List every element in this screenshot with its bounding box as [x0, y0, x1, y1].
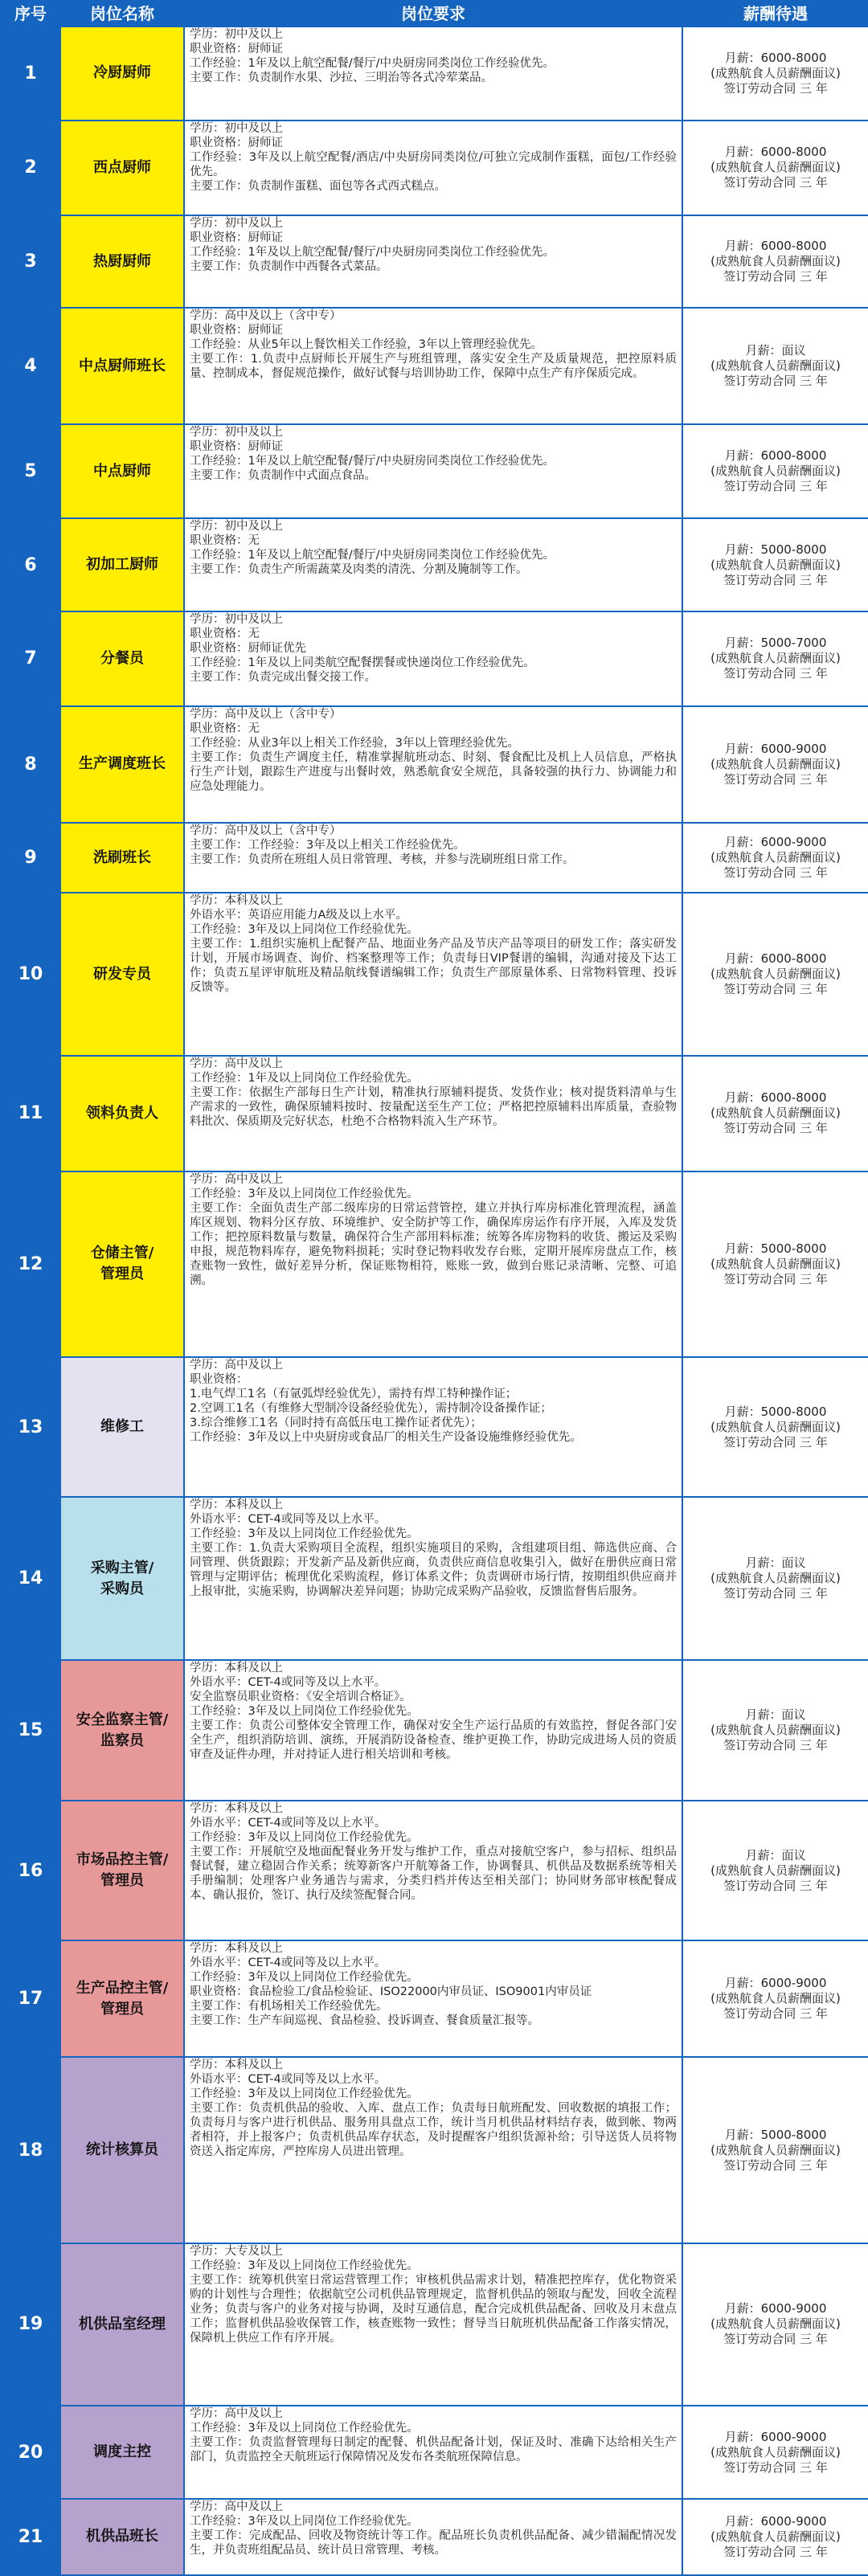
position-requirements: [184, 308, 682, 424]
salary-line: 签订劳动合同 三 年: [723, 2544, 828, 2559]
table-row: [1, 823, 868, 893]
position-name: [60, 424, 184, 518]
position-name: [60, 1660, 184, 1801]
position-name: [60, 1940, 184, 2057]
salary-line: 签订劳动合同 三 年: [723, 1271, 828, 1286]
requirement-line: 工作经验：3年及以上航空配餐/酒店/中央厨房同类岗位/可独立完成制作蛋糕，面包/工作经验优先。: [190, 150, 677, 178]
position-name: [60, 1357, 184, 1498]
salary-line: 月薪：5000-7000: [724, 636, 827, 651]
row-number: 14: [1, 1497, 60, 1660]
requirement-line: 工作经验：3年及以上同岗位工作经验优先。: [190, 2087, 419, 2101]
requirement-line: 职业资格：厨师证: [190, 43, 283, 55]
table-row: [1, 2057, 868, 2243]
salary-line: 签订劳动合同 三 年: [723, 2459, 828, 2475]
row-number: 6: [1, 518, 60, 611]
position-requirements: [184, 2499, 682, 2575]
requirement-line: 学历：高中及以上: [190, 2500, 283, 2513]
position-name: [60, 706, 184, 823]
salary-info: [682, 893, 868, 1056]
position-name-line: 市场品控主管/: [76, 1851, 169, 1869]
requirement-line: 工作经验：3年及以上同岗位工作经验优先。: [190, 1187, 419, 1200]
salary-line: (成熟航食人员薪酬面议): [710, 850, 841, 865]
row-number: 2: [1, 121, 60, 215]
table-row: [1, 518, 868, 611]
salary-line: 月薪：5000-8000: [724, 1241, 827, 1256]
position-name: [60, 2499, 184, 2575]
requirement-line: 职业资格：: [190, 1372, 248, 1386]
salary-line: (成熟航食人员薪酬面议): [710, 358, 841, 374]
requirement-line: 工作经验：3年及以上同岗位工作经验优先。: [190, 1830, 419, 1844]
requirement-line: 主要工作：完成配品、回收及物资统计等工作。配品班长负责机供品配备、减少错漏配情况发生，并负责班组配品员、统计员日常管理、考核。: [190, 2529, 677, 2557]
salary-info: [682, 518, 868, 611]
requirement-line: 主要工作：生产车间巡视、食品检验、投诉调查、餐食质量汇报等。: [190, 2014, 539, 2028]
position-name: [60, 518, 184, 611]
salary-line: (成熟航食人员薪酬面议): [710, 1106, 841, 1121]
row-number: 13: [1, 1357, 60, 1498]
position-name-line: 采购员: [100, 1580, 144, 1597]
position-requirements: [184, 611, 682, 706]
position-name: [60, 823, 184, 893]
salary-line: 月薪：6000-9000: [724, 1976, 827, 1991]
table-row: [1, 706, 868, 823]
position-requirements: [184, 2057, 682, 2243]
salary-line: 签订劳动合同 三 年: [723, 374, 828, 389]
salary-line: 月薪：6000-9000: [724, 2429, 827, 2444]
table-row: [1, 1940, 868, 2057]
position-name-line: 中点厨师班长: [79, 357, 166, 374]
salary-info: [682, 1171, 868, 1357]
position-name-line: 领料负责人: [86, 1104, 158, 1122]
table-row: [1, 1801, 868, 1941]
salary-line: (成熟航食人员薪酬面议): [710, 464, 841, 479]
table-row: [1, 1497, 868, 1660]
salary-info: [682, 823, 868, 893]
salary-line: 签订劳动合同 三 年: [723, 269, 828, 284]
salary-line: 月薪：面议: [745, 1556, 806, 1571]
requirement-line: 工作经验：3年及以上同岗位工作经验优先。: [190, 1705, 419, 1719]
position-requirements: [184, 424, 682, 518]
requirement-line: 学历：高中及以上（含中专）: [190, 309, 342, 323]
salary-line: (成熟航食人员薪酬面议): [710, 2444, 841, 2459]
position-name-line: 初加工厨师: [86, 556, 158, 574]
salary-line: 月薪：6000-8000: [724, 145, 827, 160]
requirement-line: 主要工作：负责制作中西餐各式菜品。: [190, 260, 388, 273]
position-name-line: 生产调度班长: [79, 755, 166, 773]
row-number: 19: [1, 2243, 60, 2406]
position-requirements: [184, 2243, 682, 2406]
requirement-line: 外语水平：CET-4或同等及以上水平。: [190, 1957, 387, 1970]
salary-line: (成熟航食人员薪酬面议): [710, 2316, 841, 2332]
requirement-line: 外语水平：CET-4或同等及以上水平。: [190, 1676, 387, 1690]
requirement-line: 工作经验：1年及以上航空配餐/餐厅/中央厨房同类岗位工作经验优先。: [190, 57, 555, 70]
requirement-line: 学历：高中及以上（含中专）: [190, 707, 342, 721]
position-name: [60, 27, 184, 121]
position-name: [60, 1056, 184, 1171]
row-number: 16: [1, 1801, 60, 1941]
requirement-line: 学历：初中及以上: [190, 216, 283, 230]
salary-line: (成熟航食人员薪酬面议): [710, 160, 841, 175]
salary-info: [682, 1497, 868, 1660]
requirement-line: 工作经验：3年及以上同岗位工作经验优先。: [190, 923, 419, 937]
salary-line: 签订劳动合同 三 年: [723, 982, 828, 997]
salary-line: 月薪：6000-8000: [724, 951, 827, 967]
salary-line: 签订劳动合同 三 年: [723, 1586, 828, 1601]
salary-info: [682, 2406, 868, 2499]
salary-line: (成熟航食人员薪酬面议): [710, 756, 841, 771]
requirement-line: 外语水平：英语应用能力A级及以上水平。: [190, 909, 407, 922]
salary-line: 月薪：6000-9000: [724, 835, 827, 850]
salary-line: 签订劳动合同 三 年: [723, 771, 828, 787]
requirement-line: 主要工作：统筹机供室日常运营管理工作；审核机供品需求计划，精准把控库存，优化物资采购的计划性与合理性；依据航空公司机供品管理规定，监督机供品的领取与配发，回收全流程业务；负责与客户的业务对接与协调，及时互通信息，配合完成机供品配备、回收及月末盘点工作；监督机供品验收保管工作，核查账物一致性；督导当日航班机供品配备工作落实情况，保障机上供应工作有序开展。: [190, 2273, 677, 2345]
requirement-line: 工作经验：1年及以上同岗位工作经验优先。: [190, 1072, 419, 1086]
salary-info: [682, 308, 868, 424]
position-name-line: 中点厨师: [93, 462, 151, 480]
requirement-line: 工作经验：3年及以上同岗位工作经验优先。: [190, 2514, 419, 2528]
header-salary: 薪酬待遇: [682, 1, 868, 27]
salary-info: [682, 2499, 868, 2575]
salary-line: 月薪：5000-8000: [724, 542, 827, 557]
salary-line: (成熟航食人员薪酬面议): [710, 651, 841, 666]
salary-info: [682, 27, 868, 121]
position-name-line: 管理员: [100, 2000, 144, 2018]
row-number: 17: [1, 1940, 60, 2057]
position-name-line: 机供品室经理: [79, 2315, 166, 2333]
requirement-line: 学历：本科及以上: [190, 1801, 283, 1815]
salary-line: 月薪：6000-8000: [724, 239, 827, 254]
table-row: [1, 893, 868, 1056]
requirement-line: 主要工作：负责生产调度主任，精准掌握航班动态、时刻、餐食配比及机上人员信息，严格执行生产计划，跟踪生产进度与出餐时效，熟悉航食安全规范，具备较强的执行力、协调能力和应急处理能力。: [190, 750, 677, 793]
row-number: 21: [1, 2499, 60, 2575]
salary-info: [682, 1357, 868, 1498]
salary-line: 月薪：6000-9000: [724, 2513, 827, 2529]
salary-line: 签订劳动合同 三 年: [723, 2157, 828, 2173]
row-number: 5: [1, 424, 60, 518]
salary-line: 签订劳动合同 三 年: [723, 479, 828, 494]
table-body: [1, 27, 868, 2575]
requirement-line: 学历：初中及以上: [190, 612, 283, 626]
salary-line: 签订劳动合同 三 年: [723, 865, 828, 881]
position-requirements: [184, 1357, 682, 1498]
requirement-line: 学历：初中及以上: [190, 426, 283, 440]
position-requirements: [184, 518, 682, 611]
salary-line: 签订劳动合同 三 年: [723, 2332, 828, 2347]
requirement-line: 学历：初中及以上: [190, 520, 283, 534]
requirement-line: 工作经验：3年及以上同岗位工作经验优先。: [190, 1527, 419, 1541]
position-name-line: 采购主管/: [90, 1559, 154, 1576]
salary-info: [682, 2057, 868, 2243]
row-number: 9: [1, 823, 60, 893]
position-name-line: 统计核算员: [86, 2141, 158, 2159]
salary-line: (成熟航食人员薪酬面议): [710, 2142, 841, 2157]
requirement-line: 安全监察员职业资格：《安全培训合格证》。: [190, 1691, 411, 1704]
table-row: [1, 424, 868, 518]
row-number: 10: [1, 893, 60, 1056]
salary-info: [682, 121, 868, 215]
position-requirements: [184, 27, 682, 121]
salary-info: [682, 1801, 868, 1941]
requirement-line: 职业资格：厨师证: [190, 324, 283, 337]
salary-line: 月薪：6000-8000: [724, 50, 827, 65]
salary-line: 签订劳动合同 三 年: [723, 175, 828, 190]
salary-line: 签订劳动合同 三 年: [723, 2006, 828, 2022]
position-name-line: 分餐员: [100, 649, 144, 667]
requirement-line: 职业资格：厨师证: [190, 440, 283, 454]
table-row: [1, 1660, 868, 1801]
salary-line: (成熟航食人员薪酬面议): [710, 1571, 841, 1586]
requirement-line: 工作经验：3年及以上中央厨房或食品厂的相关生产设备设施维修经验优先。: [190, 1430, 582, 1444]
salary-line: (成熟航食人员薪酬面议): [710, 65, 841, 80]
position-name-line: 研发专员: [93, 965, 151, 983]
requirement-line: 学历：高中及以上: [190, 2407, 283, 2421]
position-requirements: [184, 706, 682, 823]
requirement-line: 主要工作：负责制作水果、沙拉、三明治等各式冷荤菜品。: [190, 72, 493, 84]
salary-line: (成熟航食人员薪酬面议): [710, 1991, 841, 2006]
row-number: 1: [1, 27, 60, 121]
requirement-line: 职业资格：无: [190, 627, 260, 640]
salary-line: 月薪：6000-9000: [724, 741, 827, 756]
position-name: [60, 2243, 184, 2406]
requirement-line: 学历：本科及以上: [190, 894, 283, 908]
requirement-line: 主要工作：负责生产所需蔬菜及肉类的清洗、分割及腌制等工作。: [190, 563, 528, 577]
salary-line: (成熟航食人员薪酬面议): [710, 967, 841, 982]
position-name-line: 洗刷班长: [93, 848, 151, 866]
salary-line: 签订劳动合同 三 年: [723, 80, 828, 96]
salary-info: [682, 706, 868, 823]
position-name-line: 调度主控: [93, 2443, 151, 2461]
table-row: [1, 121, 868, 215]
salary-line: 签订劳动合同 三 年: [723, 1121, 828, 1136]
row-number: 3: [1, 215, 60, 309]
requirement-line: 学历：高中及以上（含中专）: [190, 824, 342, 837]
position-name: [60, 1801, 184, 1941]
position-requirements: [184, 1801, 682, 1941]
requirement-line: 外语水平：CET-4或同等及以上水平。: [190, 2073, 387, 2087]
salary-info: [682, 215, 868, 309]
requirement-line: 工作经验：3年及以上同岗位工作经验优先。: [190, 1971, 419, 1985]
requirement-line: 职业资格：食品检验工/食品检验证、ISO22000内审员证、ISO9001内审员证: [190, 1985, 592, 1999]
position-name-line: 管理员: [100, 1266, 144, 1283]
position-name: [60, 215, 184, 309]
salary-line: 月薪：6000-8000: [724, 1090, 827, 1106]
position-requirements: [184, 1497, 682, 1660]
requirement-line: 主要工作：1.负责中点厨师长开展生产与班组管理，落实安全生产及质量规范，把控原料质量、控制成本，督促规范操作，做好试餐与培训协助工作，保障中点生产有序保质完成。: [190, 353, 677, 381]
requirement-line: 学历：本科及以上: [190, 2059, 283, 2072]
requirement-line: 学历：初中及以上: [190, 121, 283, 135]
salary-info: [682, 1940, 868, 2057]
salary-line: 月薪：6000-8000: [724, 448, 827, 464]
position-requirements: [184, 121, 682, 215]
position-name: [60, 1497, 184, 1660]
requirement-line: 工作经验：3年及以上同岗位工作经验优先。: [190, 2422, 419, 2435]
position-name-line: 安全监察主管/: [76, 1711, 169, 1728]
salary-line: 月薪：面议: [745, 343, 806, 358]
table-row: [1, 308, 868, 424]
position-name: [60, 893, 184, 1056]
row-number: 11: [1, 1056, 60, 1171]
requirement-line: 学历：大专及以上: [190, 2244, 283, 2258]
position-name-line: 监察员: [100, 1732, 144, 1749]
header-position: 岗位名称: [60, 1, 184, 27]
position-name: [60, 121, 184, 215]
table-row: [1, 27, 868, 121]
requirement-line: 工作经验：1年及以上航空配餐/餐厅/中央厨房同类岗位工作经验优先。: [190, 245, 555, 259]
position-name-line: 生产品控主管/: [76, 1979, 169, 1997]
requirement-line: 主要工作：负责制作中式面点食品。: [190, 469, 376, 483]
position-requirements: [184, 1660, 682, 1801]
table-row: [1, 1171, 868, 1357]
position-name: [60, 611, 184, 706]
salary-line: 月薪：5000-8000: [724, 1404, 827, 1419]
requirement-line: 职业资格：厨师证: [190, 231, 283, 244]
requirement-line: 学历：高中及以上: [190, 1057, 283, 1071]
table-row: [1, 215, 868, 309]
requirement-line: 主要工作：负责公司整体安全管理工作，确保对安全生产运行品质的有效监控，督促各部门安全生产，组织消防培训、演练，开展消防设备检查、维护更换工作，协助完成进场人员的资质审查及证件办理，并对持证人进行相关培训和考核。: [190, 1719, 677, 1762]
position-name: [60, 1171, 184, 1357]
requirement-line: 1.电气焊工1名（有氩弧焊经验优先），需持有焊工特种操作证；: [190, 1387, 518, 1400]
requirement-line: 工作经验：1年及以上同类航空配餐摆餐或快递岗位工作经验优先。: [190, 656, 535, 669]
position-requirements: [184, 1171, 682, 1357]
header-no: 序号: [1, 1, 60, 27]
position-name-line: 管理员: [100, 1872, 144, 1890]
requirement-line: 学历：本科及以上: [190, 1942, 283, 1956]
salary-line: 签订劳动合同 三 年: [723, 1878, 828, 1893]
position-name-line: 维修工: [100, 1418, 144, 1436]
position-name-line: 西点厨师: [93, 158, 151, 176]
table-row: [1, 2499, 868, 2575]
salary-info: [682, 1660, 868, 1801]
position-requirements: [184, 1940, 682, 2057]
salary-line: 月薪：面议: [745, 1707, 806, 1723]
salary-line: 月薪：6000-9000: [724, 2301, 827, 2316]
requirement-line: 3.综合维修工1名（同时持有高低压电工操作证者优先）；: [190, 1416, 482, 1429]
table-row: [1, 2243, 868, 2406]
row-number: 18: [1, 2057, 60, 2243]
salary-line: (成熟航食人员薪酬面议): [710, 1256, 841, 1271]
requirement-line: 职业资格：厨师证: [190, 136, 283, 149]
table-header-row: [1, 1, 868, 27]
requirement-line: 外语水平：CET-4或同等及以上水平。: [190, 1816, 387, 1830]
requirement-line: 工作经验：从业5年以上餐饮相关工作经验，3年以上管理经验优先。: [190, 338, 542, 352]
requirement-line: 主要工作：开展航空及地面配餐业务开发与维护工作，重点对接航空客户，参与招标、组织品餐试餐，建立稳固合作关系；统筹新客户开航筹备工作，协调餐具、机供品及数据系统等相关手册编制；处理客户业务通告与需求，分类归档并传达至相关部门；协同财务部审核配餐成本、确认报价，签订、执行及续签配餐合同。: [190, 1845, 677, 1902]
requirement-line: 工作经验：从业3年以上相关工作经验，3年以上管理经验优先。: [190, 736, 519, 750]
salary-line: (成熟航食人员薪酬面议): [710, 1862, 841, 1878]
salary-line: 月薪：5000-8000: [724, 2127, 827, 2142]
position-name-line: 机供品班长: [86, 2528, 158, 2545]
requirement-line: 职业资格：厨师证优先: [190, 641, 306, 655]
requirement-line: 主要工作：有机场相关工作经验优先。: [190, 2000, 388, 2014]
row-number: 8: [1, 706, 60, 823]
salary-line: (成熟航食人员薪酬面议): [710, 1723, 841, 1738]
requirement-line: 主要工作：负责所在班组人员日常管理、考核，并参与洗刷班组日常工作。: [190, 853, 575, 866]
requirement-line: 工作经验：3年及以上同岗位工作经验优先。: [190, 2259, 419, 2272]
position-name: [60, 2406, 184, 2499]
requirement-line: 主要工作：负责机供品的验收、入库、盘点工作；负责每日航班配发、回收数据的填报工作；负责每月与客户进行机供品、服务用具盘点工作，统计当月机供品材料结存表，做到帐、物两者相符，并上报客户；负责机供品库存状态，及时提醒客户组织货源补给；引导送货人员将物资送入指定库房，严控库房人员进出管理。: [190, 2102, 677, 2159]
salary-info: [682, 611, 868, 706]
requirement-line: 主要工作：工作经验：3年及以上相关工作经验优先。: [190, 838, 465, 852]
position-requirements: [184, 893, 682, 1056]
requirement-line: 主要工作：1.组织实施机上配餐产品、地面业务产品及节庆产品等项目的研发工作；落实研发计划，开展市场调查、询价、档案整理等工作；负责每日VIP餐谱的编辑，沟通对接及下达工作；负责五星评审航班及精品航线餐谱编辑工作；负责生产部原量体系、日常物料管理、投诉反馈等。: [190, 938, 677, 995]
salary-line: 签订劳动合同 三 年: [723, 666, 828, 681]
salary-info: [682, 424, 868, 518]
requirement-line: 主要工作：负责制作蛋糕、面包等各式西式糕点。: [190, 179, 446, 193]
table-row: [1, 2406, 868, 2499]
requirement-line: 职业资格：无: [190, 534, 260, 548]
position-requirements: [184, 2406, 682, 2499]
requirement-line: 主要工作：负责监督管理每日制定的配餐、机供品配备计划，保证及时、准确下达给相关生产部门，负责监控全天航班运行保障情况及发布各类航班保障信息。: [190, 2436, 677, 2464]
table-row: [1, 1056, 868, 1171]
requirement-line: 职业资格：无: [190, 722, 260, 735]
salary-line: (成熟航食人员薪酬面议): [710, 2529, 841, 2544]
salary-line: 签订劳动合同 三 年: [723, 1434, 828, 1450]
position-requirements: [184, 823, 682, 893]
row-number: 4: [1, 308, 60, 424]
requirement-line: 外语水平：CET-4或同等及以上水平。: [190, 1513, 387, 1527]
salary-line: (成熟航食人员薪酬面议): [710, 557, 841, 572]
requirement-line: 主要工作：全面负责生产部二级库房的日常运营管控，建立并执行库房标准化管理流程，涵盖库区规划、物料分区存放、环境维护、安全防护等工作，确保库房运作有序开展，入库及发货工作；把控原料数量与数量，确保符合生产部用料标准；统筹各库房物料的收货、搬运及采购申报，规范物料库存，避免物料损耗；实时登记物料收发存台账，定期开展库房盘点工作，核查账物一致性，做好差异分析，保证账物相符，账账一致，做到台账记录清晰、完整、可追溯。: [190, 1201, 677, 1287]
row-number: 7: [1, 611, 60, 706]
position-name-line: 仓储主管/: [90, 1245, 154, 1262]
table-row: [1, 1357, 868, 1498]
position-name: [60, 2057, 184, 2243]
requirement-line: 学历：本科及以上: [190, 1662, 283, 1675]
row-number: 20: [1, 2406, 60, 2499]
position-requirements: [184, 215, 682, 309]
requirement-line: 学历：本科及以上: [190, 1499, 283, 1512]
requirement-line: 学历：高中及以上: [190, 1358, 283, 1372]
salary-info: [682, 2243, 868, 2406]
salary-line: 签订劳动合同 三 年: [723, 1738, 828, 1753]
salary-info: [682, 1056, 868, 1171]
requirement-line: 工作经验：1年及以上航空配餐/餐厅/中央厨房同类岗位工作经验优先。: [190, 455, 555, 468]
position-name: [60, 308, 184, 424]
header-requirements: 岗位要求: [184, 1, 682, 27]
position-name-line: 热厨厨师: [93, 252, 151, 270]
table-row: [1, 611, 868, 706]
requirement-line: 学历：高中及以上: [190, 1172, 283, 1186]
salary-line: 签订劳动合同 三 年: [723, 572, 828, 587]
row-number: 15: [1, 1660, 60, 1801]
position-requirements: [184, 1056, 682, 1171]
requirement-line: 主要工作：负责完成出餐交接工作。: [190, 670, 376, 684]
requirement-line: 2.空调工1名（有维修大型制冷设备经验优先），需持制冷设备操作证；: [190, 1401, 552, 1415]
requirement-line: 学历：初中及以上: [190, 28, 283, 41]
requirement-line: 工作经验：1年及以上航空配餐/餐厅/中央厨房同类岗位工作经验优先。: [190, 549, 555, 562]
requirement-line: 主要工作：依据生产部每日生产计划，精准执行原辅料提货、发货作业；核对提货料清单与生产需求的一致性，确保原辅料按时、按量配送至生产工位；严格把控原辅料出库质量，查验物料批次、保质期及完好状态，杜绝不合格物料流入生产环节。: [190, 1086, 677, 1129]
salary-line: (成熟航食人员薪酬面议): [710, 1419, 841, 1434]
requirement-line: 主要工作：1.负责大采购项目全流程，组织实施项目的采购，含组建项目组、筛选供应商、合同管理、供货跟踪；开发新产品及新供应商，负责供应商信息收集引入，做好在册供应商日常管理与定期评估；梳理优化采购流程，修订体系文件；负责调研市场行情，按期组织供应商并上报审批，实施采购，协调解决差异问题；协助完成采购产品验收，反馈监督售后服务。: [190, 1542, 677, 1599]
position-name-line: 冷厨厨师: [93, 64, 151, 82]
row-number: 12: [1, 1171, 60, 1357]
salary-line: (成熟航食人员薪酬面议): [710, 254, 841, 269]
salary-line: 月薪：面议: [745, 1847, 806, 1862]
